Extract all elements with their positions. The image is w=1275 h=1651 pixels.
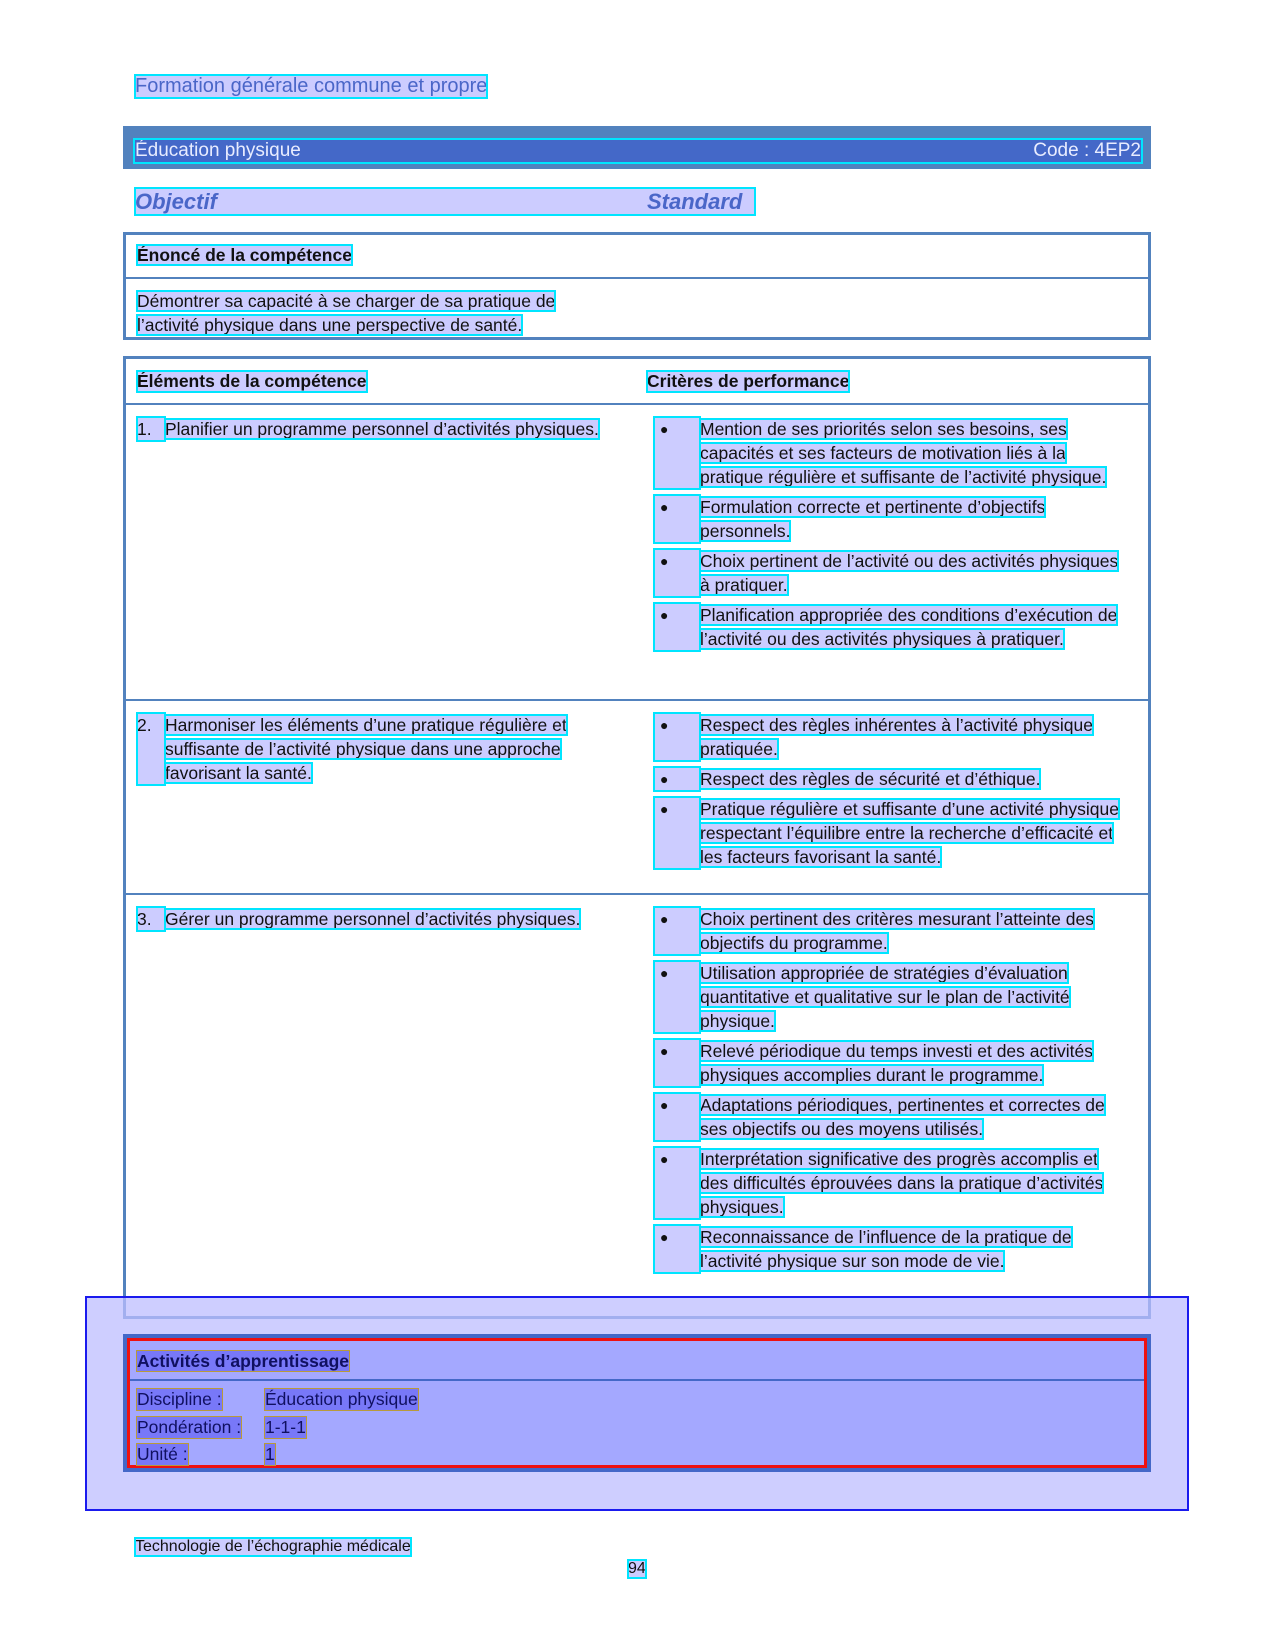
- bullet-icon: ●: [654, 797, 700, 869]
- unite-label: Unité :: [137, 1444, 188, 1464]
- unite-row: [137, 1444, 275, 1465]
- ponderation-row: [137, 1417, 306, 1438]
- bullet-icon: ●: [654, 549, 700, 597]
- criterion-item: [654, 1225, 1124, 1273]
- bullet-icon: ●: [654, 1039, 700, 1087]
- standard-label: Standard: [647, 188, 743, 214]
- criterion-item: [654, 417, 1124, 489]
- page-number: 94: [628, 1560, 646, 1577]
- criterion-item: [654, 797, 1124, 869]
- table-header: [126, 359, 1148, 405]
- discipline-row: [137, 1389, 418, 1410]
- criterion-item: [654, 1147, 1124, 1219]
- discipline-value: Éducation physique: [265, 1389, 418, 1409]
- competence-heading: Énoncé de la compétence: [137, 245, 352, 265]
- criterion-text: Formulation correcte et pertinente d’objectifs personnels.: [700, 497, 1046, 541]
- bullet-icon: ●: [654, 907, 700, 955]
- criterion-text: Respect des règles inhérentes à l’activité physique pratiquée.: [700, 715, 1093, 759]
- element-text: Harmoniser les éléments d’une pratique régulière et suffisante de l’activité physique dans une approche favorisant la santé.: [165, 715, 567, 783]
- criterion-item: [654, 907, 1124, 955]
- column-header-elements: Éléments de la compétence: [137, 371, 367, 391]
- criterion-text: Reconnaissance de l’influence de la pratique de l’activité physique sur son mode de vie.: [700, 1227, 1072, 1271]
- bullet-icon: ●: [654, 495, 700, 543]
- bullet-icon: ●: [654, 1093, 700, 1141]
- criterion-text: Adaptations périodiques, pertinentes et correctes de ses objectifs ou des moyens utilisés.: [700, 1095, 1105, 1139]
- ponderation-value: 1-1-1: [265, 1417, 306, 1437]
- learning-activities-box: [123, 1334, 1151, 1472]
- competence-elements-table: [123, 356, 1151, 1319]
- unite-value: 1: [265, 1444, 275, 1464]
- course-code: Code : 4EP2: [1033, 140, 1141, 161]
- bullet-icon: ●: [654, 767, 700, 791]
- table-row: [126, 701, 1148, 895]
- competence-element: [137, 713, 617, 785]
- column-header-criteria: Critères de performance: [647, 371, 850, 391]
- criterion-text: Pratique régulière et suffisante d’une activité physique respectant l’équilibre entre la recherche d’efficacité et les facteurs favorisant la santé.: [700, 799, 1119, 867]
- objective-standard-labels: [135, 188, 755, 215]
- criteria-list: [654, 417, 1124, 657]
- criterion-item: [654, 767, 1124, 791]
- element-text: Planifier un programme personnel d’activités physiques.: [165, 419, 599, 439]
- footer-program-name: Technologie de l’échographie médicale: [135, 1538, 411, 1555]
- criterion-item: [654, 1039, 1124, 1087]
- table-row: [126, 405, 1148, 701]
- criterion-text: Choix pertinent de l’activité ou des activités physiques à pratiquer.: [700, 551, 1119, 595]
- criterion-item: [654, 961, 1124, 1033]
- bullet-icon: ●: [654, 603, 700, 651]
- criterion-item: [654, 603, 1124, 651]
- bullet-icon: ●: [654, 713, 700, 761]
- criterion-item: [654, 1093, 1124, 1141]
- criterion-item: [654, 549, 1124, 597]
- bullet-icon: ●: [654, 417, 700, 489]
- bullet-icon: ●: [654, 1147, 700, 1219]
- activities-heading: Activités d’apprentissage: [137, 1351, 350, 1371]
- competence-element: [137, 417, 617, 441]
- criterion-text: Relevé périodique du temps investi et des activités physiques accomplies durant le programme.: [700, 1041, 1093, 1085]
- criterion-item: [654, 713, 1124, 761]
- criterion-text: Utilisation appropriée de stratégies d’évaluation quantitative et qualitative sur le plan de l’activité physique.: [700, 963, 1070, 1031]
- criteria-list: [654, 713, 1124, 875]
- competence-statement-box: [123, 232, 1151, 340]
- element-text: Gérer un programme personnel d’activités physiques.: [165, 909, 581, 929]
- table-row: [126, 895, 1148, 1322]
- bullet-icon: ●: [654, 961, 700, 1033]
- element-number: 1.: [137, 417, 165, 441]
- competence-element: [137, 907, 617, 931]
- element-number: 2.: [137, 713, 165, 785]
- objectif-label: Objectif: [135, 188, 217, 214]
- criterion-text: Respect des règles de sécurité et d’éthique.: [700, 769, 1041, 789]
- criterion-text: Interprétation significative des progrès accomplis et des difficultés éprouvées dans la pratique d’activités physiques.: [700, 1149, 1104, 1217]
- criterion-item: [654, 495, 1124, 543]
- document-section-title: Formation générale commune et propre: [135, 75, 488, 97]
- criteria-list: [654, 907, 1124, 1279]
- ponderation-label: Pondération :: [137, 1417, 242, 1437]
- discipline-label: Discipline :: [137, 1389, 222, 1409]
- criterion-text: Planification appropriée des conditions d’exécution de l’activité ou des activités physiques à pratiquer.: [700, 605, 1118, 649]
- course-header-bar: [123, 126, 1151, 169]
- element-number: 3.: [137, 907, 165, 931]
- criterion-text: Choix pertinent des critères mesurant l’atteinte des objectifs du programme.: [700, 909, 1094, 953]
- bullet-icon: ●: [654, 1225, 700, 1273]
- competence-text: Démontrer sa capacité à se charger de sa pratique de l’activité physique dans une perspective de santé.: [137, 291, 556, 335]
- criterion-text: Mention de ses priorités selon ses besoins, ses capacités et ses facteurs de motivation liés à la pratique régulière et suffisante de l’activité physique.: [700, 419, 1107, 487]
- course-name: Éducation physique: [135, 140, 301, 161]
